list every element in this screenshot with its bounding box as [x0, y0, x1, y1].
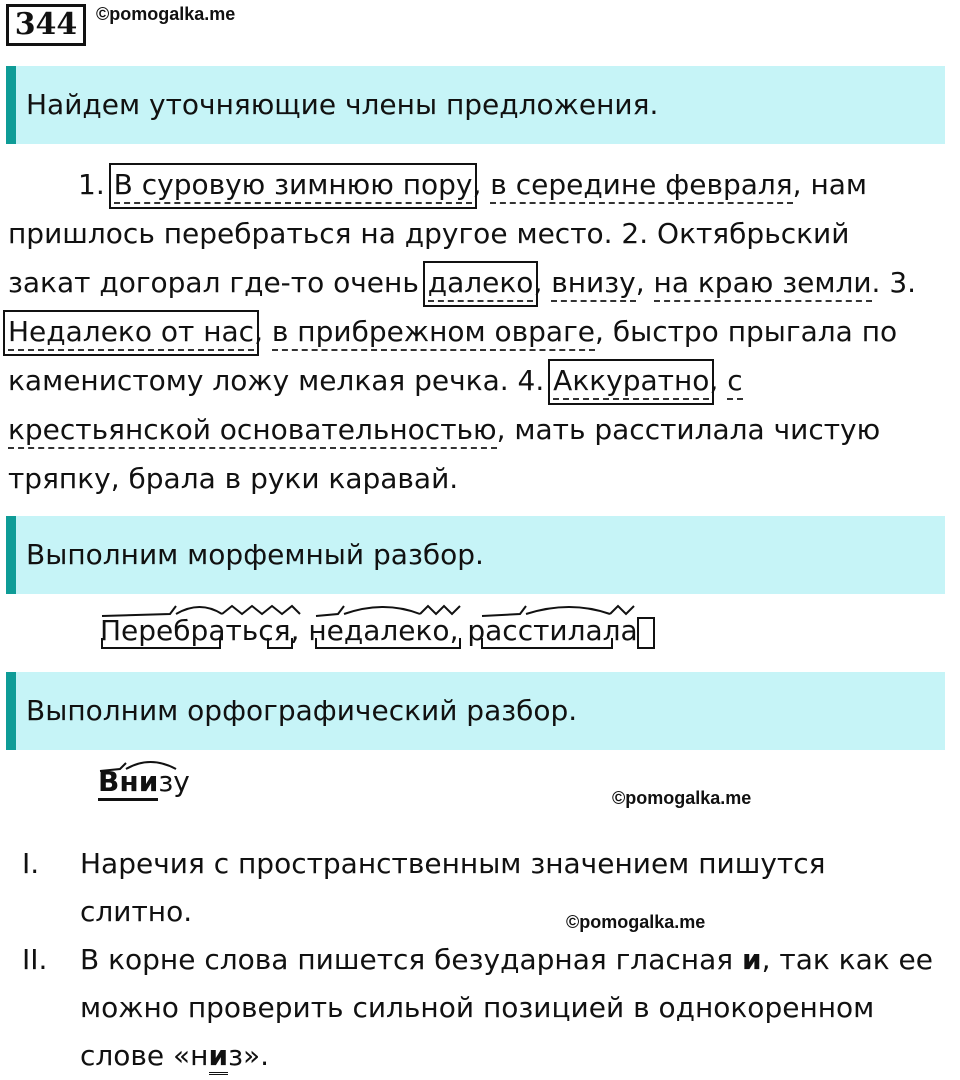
word-part: зу [158, 765, 190, 798]
text: тряпку, брала в руки каравай. [8, 462, 459, 495]
underlined-phrase-2: внизу [551, 266, 635, 302]
word-perebratsya: Перебраться [100, 614, 291, 647]
comma: , [709, 364, 728, 397]
prefix-root-mark [98, 761, 178, 775]
text: каменистому ложу мелкая речка. 4. [8, 364, 554, 397]
stressed-vowel: и [209, 1039, 229, 1075]
underlined-phrase-5b: крестьянской основательностью [8, 413, 497, 449]
comma: , [254, 315, 272, 348]
root-arc [526, 607, 610, 614]
paragraph-sentences [8, 160, 948, 503]
root-arc [176, 607, 222, 614]
comma: , [290, 614, 309, 647]
section-title-clarifying: Найдем уточняющие члены предложения. [6, 66, 945, 144]
comma: , [533, 266, 552, 299]
orthographic-word [98, 765, 190, 798]
text: . 3. [871, 266, 917, 299]
suffix-mark [610, 606, 634, 614]
text: , мать расстилала чистую [496, 413, 881, 446]
ending-box [638, 618, 654, 648]
rule-text: Наречия с пространственным значением пишутся [80, 847, 826, 880]
rule-marker: I. [22, 847, 40, 880]
sentence-number: 1. [78, 168, 114, 201]
rule-text: можно проверить сильной позицией в однокоренном [80, 991, 875, 1024]
rule-text: слове «н [80, 1039, 209, 1072]
boxed-phrase-3: Недалеко от нас [8, 315, 254, 351]
root-arc [344, 607, 420, 614]
boxed-phrase-4: Аккуратно [553, 364, 709, 400]
section-title-morphemic: Выполним морфемный разбор. [6, 516, 945, 594]
bold-letter: и [741, 943, 762, 976]
watermark-2: ©pomogalka.me [612, 788, 752, 808]
watermark: ©pomogalka.me [96, 4, 236, 24]
rule-text: В корне слова пишется безударная гласная [80, 943, 742, 976]
rule-text: , так как ее [761, 943, 934, 976]
suffix-mark [420, 606, 460, 614]
rule-marker: II. [22, 943, 48, 976]
text: , быстро прыгала по [595, 315, 898, 348]
rules-list [0, 840, 960, 1080]
rule-text: з». [228, 1039, 270, 1072]
comma: , [449, 614, 468, 647]
boxed-phrase-1: В суровую зимнюю пору [114, 168, 473, 204]
watermark-3: ©pomogalka.me [566, 912, 706, 932]
text: пришлось перебраться на другое место. 2. Октябрьский [8, 217, 850, 250]
text: , нам [792, 168, 868, 201]
underlined-phrase-4: в прибрежном овраге [272, 315, 595, 351]
underlined-phrase-3: на краю земли [654, 266, 872, 302]
word-part-bold: Вни [98, 765, 158, 801]
exercise-number: 344 [6, 4, 86, 46]
comma: , [472, 168, 491, 201]
rule-1 [0, 840, 960, 936]
word-nedaleko: недалеко [308, 614, 450, 647]
boxed-phrase-2: далеко [428, 266, 534, 302]
underlined-phrase-5a: с [727, 364, 742, 400]
comma: , [635, 266, 654, 299]
rule-text: слитно. [80, 895, 193, 928]
morph-words [100, 614, 638, 647]
text: закат догорал где-то очень [8, 266, 428, 299]
word-rasstilala: расстилала [467, 614, 638, 647]
section-title-orthographic: Выполним орфографический разбор. [6, 672, 945, 750]
underlined-phrase-1: в середине февраля [490, 168, 792, 204]
rule-2 [0, 936, 960, 1080]
suffix-mark [222, 606, 300, 614]
